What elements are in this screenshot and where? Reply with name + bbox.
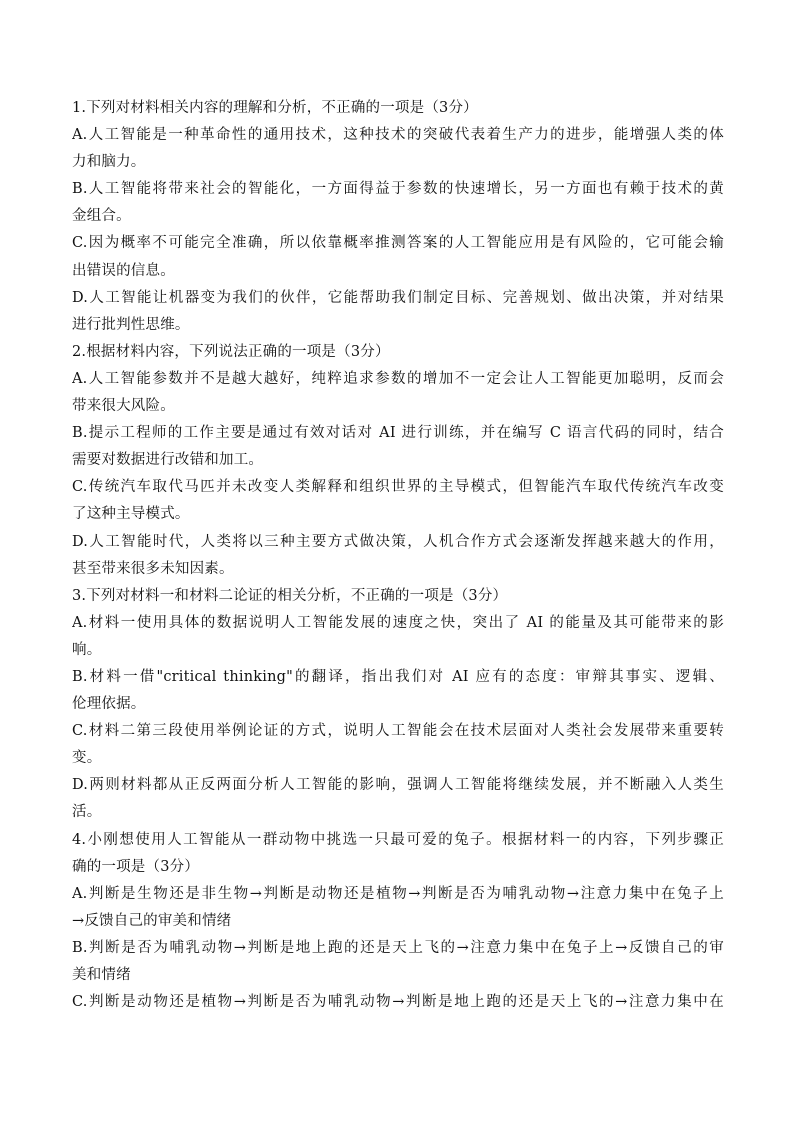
q3-option-c-cont: 变。	[72, 750, 102, 767]
question-4-stem-cont: 确的一项是（3分）	[72, 858, 200, 875]
q1-option-a-cont: 力和脑力。	[72, 154, 146, 171]
q3-option-b: B.材料一借"critical thinking"的翻译，指出我们对 AI 应有的态度：审辩其事实、逻辑、	[72, 668, 724, 685]
q1-option-a: A.人工智能是一种革命性的通用技术，这种技术的突破代表着生产力的进步，能增强人类的体	[72, 127, 724, 144]
question-2-stem: 2.根据材料内容，下列说法正确的一项是（3分）	[72, 343, 390, 360]
q3-option-d-cont: 活。	[72, 804, 102, 821]
q2-option-d: D.人工智能时代，人类将以三种主要方式做决策，人机合作方式会逐渐发挥越来越大的作用，	[72, 533, 724, 550]
q4-option-a: A.判断是生物还是非生物→判断是动物还是植物→判断是否为哺乳动物→注意力集中在兔子上	[72, 885, 724, 902]
q3-option-b-cont: 伦理依据。	[72, 696, 146, 713]
question-3-stem: 3.下列对材料一和材料二论证的相关分析，不正确的一项是（3分）	[72, 587, 508, 604]
q3-option-a: A.材料一使用具体的数据说明人工智能发展的速度之快，突出了 AI 的能量及其可能带来的影	[72, 614, 724, 631]
q1-option-c: C.因为概率不可能完全准确，所以依靠概率推测答案的人工智能应用是有风险的，它可能会输	[72, 235, 724, 252]
q1-option-d: D.人工智能让机器变为我们的伙伴，它能帮助我们制定目标、完善规划、做出决策，并对结果	[72, 289, 724, 306]
q2-option-c-cont: 了这种主导模式。	[72, 506, 190, 523]
q3-option-d: D.两则材料都从正反两面分析人工智能的影响，强调人工智能将继续发展，并不断融入人类生	[72, 777, 724, 794]
q3-option-a-cont: 响。	[72, 641, 102, 658]
q2-option-b: B.提示工程师的工作主要是通过有效对话对 AI 进行训练，并在编写 C 语言代码的同时，结合	[72, 425, 724, 442]
q4-option-b: B.判断是否为哺乳动物→判断是地上跑的还是天上飞的→注意力集中在兔子上→反馈自己的审	[72, 939, 724, 956]
q2-option-a: A.人工智能参数并不是越大越好，纯粹追求参数的增加不一定会让人工智能更加聪明，反而会	[72, 370, 724, 387]
q4-option-c: C.判断是动物还是植物→判断是否为哺乳动物→判断是地上跑的还是天上飞的→注意力集中在	[72, 994, 724, 1011]
q2-option-b-cont: 需要对数据进行改错和加工。	[72, 452, 264, 469]
q1-option-c-cont: 出错误的信息。	[72, 262, 175, 279]
question-1-stem: 1.下列对材料相关内容的理解和分析，不正确的一项是（3分）	[72, 100, 478, 116]
q1-option-b: B.人工智能将带来社会的智能化，一方面得益于参数的快速增长，另一方面也有赖于技术的黄	[72, 181, 724, 198]
q2-option-c: C.传统汽车取代马匹并未改变人类解释和组织世界的主导模式，但智能汽车取代传统汽车改变	[72, 479, 724, 496]
q2-option-d-cont: 甚至带来很多未知因素。	[72, 560, 234, 577]
q4-option-b-cont: 美和情绪	[72, 967, 131, 983]
document-page	[72, 95, 724, 1016]
q4-option-a-cont: →反馈自己的审美和情绪	[72, 912, 232, 929]
q2-option-a-cont: 带来很大风险。	[72, 398, 175, 415]
question-4-stem: 4.小刚想使用人工智能从一群动物中挑选一只最可爱的兔子。根据材料一的内容，下列步骤正	[72, 831, 724, 848]
q3-option-c: C.材料二第三段使用举例论证的方式，说明人工智能会在技术层面对人类社会发展带来重要转	[72, 723, 724, 740]
q1-option-d-cont: 进行批判性思维。	[72, 316, 190, 333]
q1-option-b-cont: 金组合。	[72, 208, 131, 225]
